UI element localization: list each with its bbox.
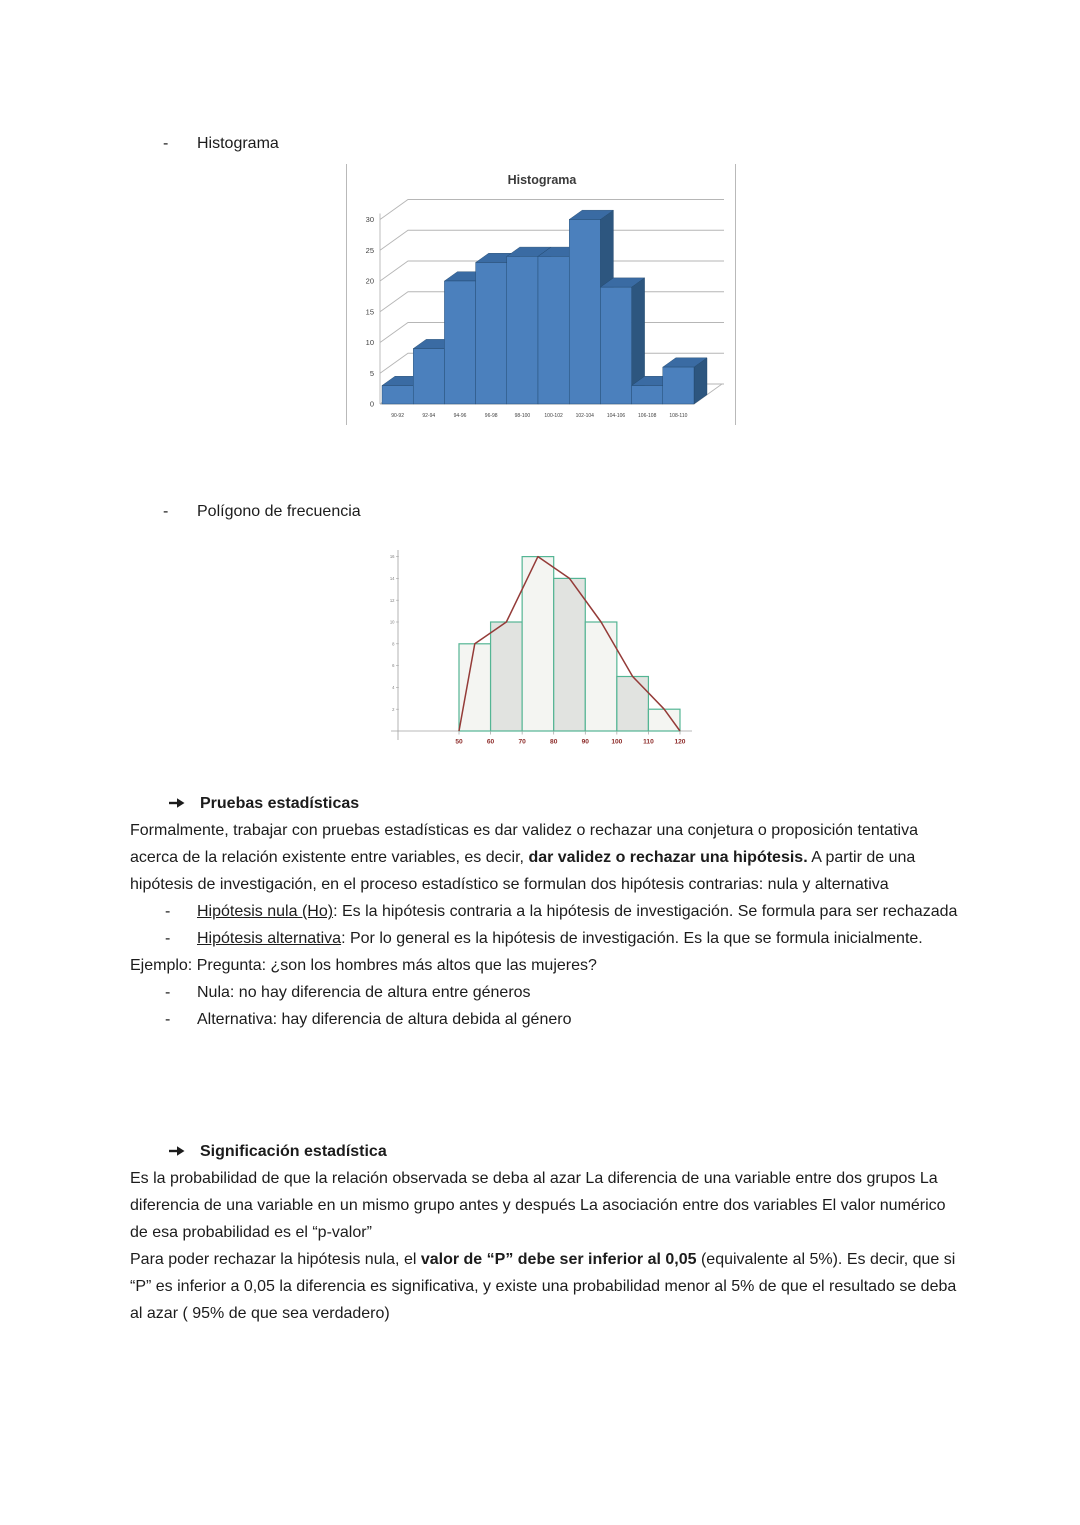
y-tick-label: 2	[392, 706, 395, 712]
x-tick-label: 120	[674, 738, 686, 746]
x-tick-label: 98-100	[514, 413, 531, 419]
chart-title: Histograma	[507, 173, 577, 187]
histogram-bar	[538, 256, 569, 404]
paragraph-intro	[130, 817, 958, 898]
histogram-figure	[346, 164, 736, 425]
section-heading-text: Significación estadística	[200, 1143, 387, 1160]
histogram-bar	[413, 349, 444, 404]
y-tick-label: 14	[389, 576, 395, 581]
list-item-text	[197, 979, 531, 1006]
bullet-dash: -	[165, 930, 171, 947]
y-tick-label: 8	[392, 641, 395, 647]
bullet-dash: -	[165, 1011, 171, 1028]
text-segment: Formalmente, trabajar con pruebas estadísticas es dar validez o rechazar una conjetura o proposición tentativa acerca de la relación existente entre variables, es decir,	[130, 822, 918, 866]
frequency-polygon-figure	[385, 545, 700, 757]
text-segment: A partir de una hipótesis de investigación, en el proceso estadístico se formulan dos hipótesis contrarias: nula y alternativa	[130, 849, 916, 893]
list-item-text	[197, 925, 923, 952]
y-tick-label: 6	[392, 663, 395, 669]
text-segment: dar validez o rechazar una hipótesis.	[528, 849, 808, 866]
list-item-text	[197, 898, 957, 925]
list-item-poligono	[163, 498, 361, 525]
list-item-histograma	[163, 130, 279, 157]
arrow-icon	[168, 1139, 200, 1166]
x-tick-label: 90-92	[391, 413, 404, 419]
bullet-dash: -	[165, 903, 171, 920]
frequency-bar	[459, 644, 491, 731]
frequency-bar	[554, 578, 586, 731]
histogram-bar	[507, 256, 538, 404]
x-tick-label: 80	[550, 738, 558, 746]
frequency-bar	[648, 709, 680, 731]
y-tick-label: 30	[365, 215, 374, 225]
frequency-bar	[522, 557, 554, 731]
histogram-3d-chart	[347, 164, 735, 425]
y-tick-label: 10	[365, 338, 374, 348]
histogram-bar	[476, 263, 507, 404]
list-item-hipotesis-nula	[130, 898, 958, 925]
histogram-bar	[382, 386, 413, 404]
section-heading-text: Pruebas estadísticas	[200, 795, 360, 812]
x-tick-label: 94-96	[453, 413, 467, 419]
bullet-label-histograma: Histograma	[197, 135, 279, 152]
x-tick-label: 70	[518, 738, 526, 746]
x-tick-label: 50	[455, 738, 463, 746]
text-segment: (equivalente al 5%). Es decir, que si “P” es inferior a 0,05 la diferencia es significativa, y existe una probabilidad menor al 5% de que el resultado se deba al azar ( 95% de que sea verdadero)	[130, 1251, 957, 1322]
histogram-bar	[444, 281, 475, 404]
x-tick-label: 104-106	[606, 413, 626, 419]
x-tick-label: 108-110	[669, 413, 688, 419]
histogram-bar	[632, 386, 663, 404]
section-heading	[130, 1138, 958, 1165]
text-segment: : Es la hipótesis contraria a la hipótesis de investigación. Se formula para ser rechazada	[333, 903, 958, 920]
text-segment: Hipótesis alternativa	[197, 930, 342, 947]
frequency-polygon-chart	[385, 545, 700, 757]
section-pruebas-estadisticas	[130, 790, 958, 1033]
x-tick-label: 102-104	[575, 413, 594, 419]
x-tick-label: 100	[611, 738, 623, 746]
y-tick-label: 4	[392, 685, 395, 690]
y-tick-label: 20	[365, 276, 374, 286]
paragraph-ejemplo: Ejemplo: Pregunta: ¿son los hombres más altos que las mujeres?	[130, 957, 597, 974]
y-tick-label: 5	[369, 368, 374, 378]
list-item-alternativa	[130, 1006, 958, 1033]
frequency-bar	[585, 622, 617, 731]
bullet-dash: -	[163, 503, 169, 520]
x-tick-label: 90	[581, 738, 589, 746]
text-segment: valor de “P” debe ser inferior al 0,05	[420, 1251, 697, 1268]
arrow-icon	[168, 791, 200, 818]
paragraph-significacion-1	[130, 1165, 958, 1246]
histogram-bar	[663, 367, 694, 404]
x-tick-label: 92-94	[422, 413, 436, 419]
x-tick-label: 110	[643, 738, 654, 746]
list-item-hipotesis-alternativa	[130, 925, 958, 952]
y-tick-label: 0	[369, 399, 374, 409]
x-tick-label: 96-98	[484, 413, 498, 419]
text-segment: Es la probabilidad de que la relación observada se deba al azar La diferencia de una variable entre dos grupos La diferencia de una variable en un mismo grupo antes y después La asociación entre dos variables El valor numérico de esa probabilidad es el “p-valor”	[130, 1170, 946, 1241]
bullet-dash: -	[165, 984, 171, 1001]
y-tick-label: 25	[365, 245, 374, 255]
y-tick-label: 10	[389, 619, 395, 625]
section-heading	[130, 790, 958, 817]
y-tick-label: 12	[389, 597, 395, 603]
paragraph-significacion-2	[130, 1246, 958, 1327]
text-segment: : Por lo general es la hipótesis de investigación. Es la que se formula inicialmente.	[341, 930, 923, 947]
x-tick-label: 60	[486, 738, 495, 746]
text-segment: Nula: no hay diferencia de altura entre géneros	[197, 984, 531, 1001]
y-tick-label: 15	[365, 307, 374, 317]
histogram-bar	[600, 287, 631, 404]
x-tick-label: 100-102	[544, 413, 563, 419]
frequency-bar	[491, 622, 523, 731]
bullet-label-poligono: Polígono de frecuencia	[197, 503, 361, 520]
section-significacion-estadistica	[130, 1138, 958, 1327]
text-segment: Hipótesis nula (Ho)	[197, 903, 334, 920]
histogram-bar	[569, 220, 600, 405]
frequency-bar	[617, 677, 649, 732]
text-segment: Para poder rechazar la hipótesis nula, el	[130, 1251, 421, 1268]
bullet-dash: -	[163, 135, 169, 152]
list-item-nula	[130, 979, 958, 1006]
y-tick-label: 16	[389, 554, 395, 560]
x-tick-label: 106-108	[638, 413, 657, 419]
text-segment: Alternativa: hay diferencia de altura debida al género	[197, 1011, 572, 1028]
list-item-text	[197, 1006, 571, 1033]
